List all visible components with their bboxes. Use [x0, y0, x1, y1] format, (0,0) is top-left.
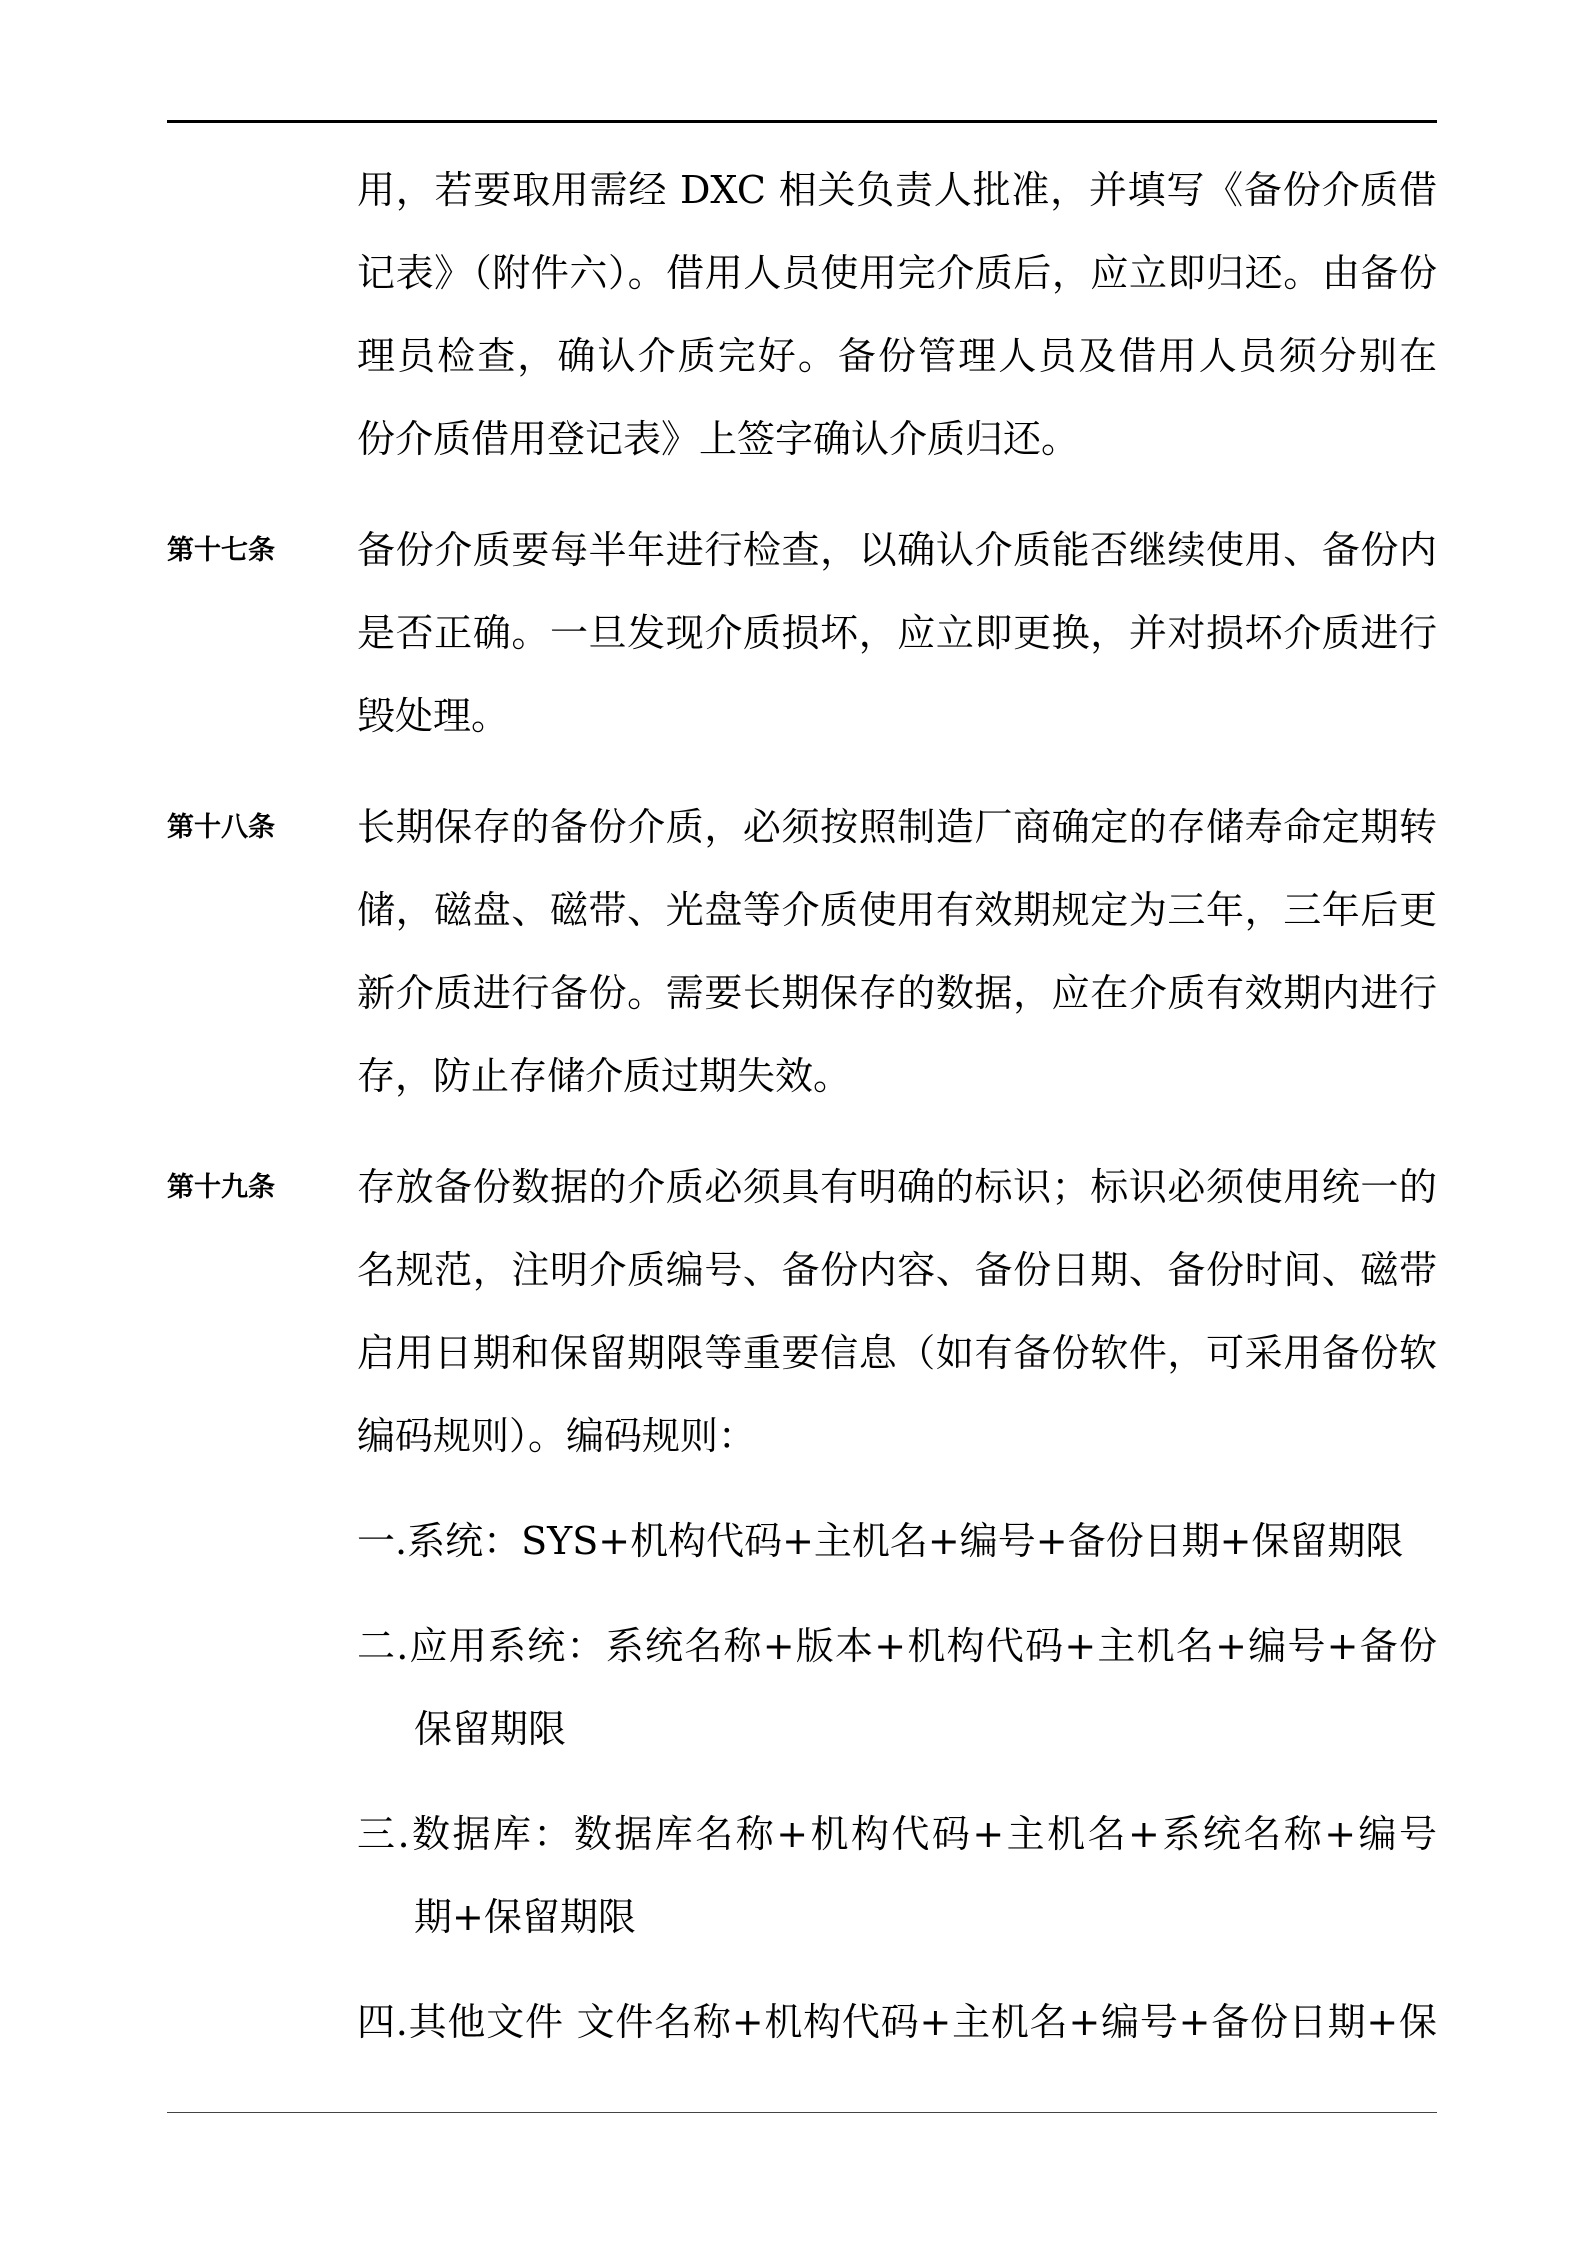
- text-line: 用，若要取用需经 DXC 相关负责人批准，并填写《备份介质借: [357, 168, 1437, 212]
- article-label: 第十八条: [167, 812, 275, 843]
- text-line: 新介质进行备份。需要长期保存的数据，应在介质有效期内进行: [357, 971, 1437, 1015]
- text-line: 四.其他文件 文件名称+机构代码+主机名+编号+备份日期+保: [357, 2000, 1437, 2044]
- coding-rules-list: [357, 1500, 1437, 2064]
- text-line: 保留期限: [414, 1707, 567, 1751]
- text-line: 记表》（附件六）。借用人员使用完介质后，应立即归还。由备份: [357, 251, 1437, 295]
- article-label: 第十九条: [167, 1172, 275, 1203]
- text-line: 三.数据库：数据库名称+机构代码+主机名+系统名称+编号: [357, 1812, 1437, 1856]
- text-line: 期+保留期限: [414, 1895, 636, 1939]
- text-line: 一.系统：SYS+机构代码+主机名+编号+备份日期+保留期限: [357, 1519, 1404, 1563]
- text-line: 编码规则）。编码规则：: [357, 1414, 757, 1458]
- text-line: 存放备份数据的介质必须具有明确的标识；标识必须使用统一的: [357, 1165, 1437, 1209]
- text-line: 是否正确。一旦发现介质损坏，应立即更换，并对损坏介质进行: [357, 611, 1437, 655]
- document-body: [167, 149, 1437, 2064]
- text-line: 长期保存的备份介质，必须按照制造厂商确定的存储寿命定期转: [357, 805, 1437, 849]
- article-label: 第十七条: [167, 535, 275, 566]
- article-17: [167, 509, 1437, 758]
- list-item-database: [357, 1793, 1437, 1959]
- text-line: 二.应用系统：系统名称+版本+机构代码+主机名+编号+备份: [357, 1624, 1437, 1668]
- paragraph-continued: [167, 149, 1437, 481]
- text-line: 毁处理。: [357, 694, 510, 738]
- list-item-application: [357, 1605, 1437, 1771]
- article-19: [167, 1146, 1437, 1478]
- text-line: 份介质借用登记表》上签字确认介质归还。: [357, 417, 1080, 461]
- text-line: 备份介质要每半年进行检查，以确认介质能否继续使用、备份内: [357, 528, 1437, 572]
- text-line: 理员检查，确认介质完好。备份管理人员及借用人员须分别在: [357, 334, 1437, 378]
- text-line: 启用日期和保留期限等重要信息（如有备份软件，可采用备份软: [357, 1331, 1437, 1375]
- article-18: [167, 786, 1437, 1118]
- footer-rule: [167, 2112, 1437, 2113]
- text-line: 名规范，注明介质编号、备份内容、备份日期、备份时间、磁带: [357, 1248, 1437, 1292]
- text-line: 存，防止存储介质过期失效。: [357, 1054, 852, 1098]
- text-line: 储，磁盘、磁带、光盘等介质使用有效期规定为三年，三年后更: [357, 888, 1437, 932]
- header-rule: [167, 120, 1437, 123]
- list-item-system: [357, 1500, 1437, 1583]
- list-item-other-files: [357, 1981, 1437, 2064]
